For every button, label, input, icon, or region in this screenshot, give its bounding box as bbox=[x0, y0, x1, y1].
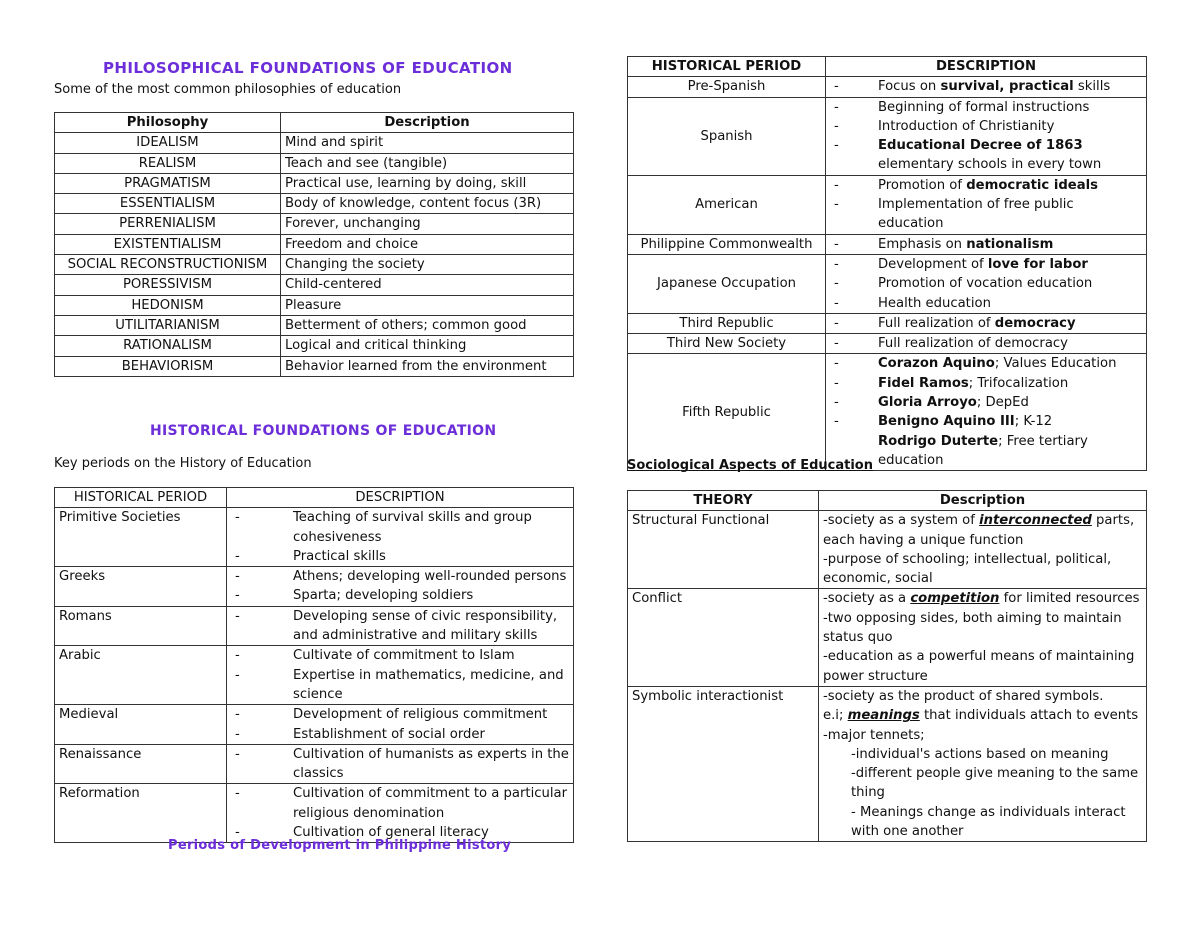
list-item bbox=[830, 136, 1142, 175]
historical-periods-table bbox=[54, 487, 574, 843]
item-text-tail: ; Values Education bbox=[994, 356, 1117, 372]
description-list bbox=[830, 77, 1142, 96]
table-row bbox=[628, 334, 1147, 354]
line-emphasis: competition bbox=[910, 591, 1000, 607]
ph-period-name: Third Republic bbox=[628, 313, 826, 333]
table-row bbox=[55, 567, 574, 607]
list-item bbox=[830, 274, 1142, 293]
theory-description bbox=[819, 589, 1147, 686]
line-text: -society as the product of shared symbols. bbox=[823, 688, 1104, 704]
line-text: -education as a powerful means of maintaining power structure bbox=[823, 649, 1135, 684]
description-line bbox=[823, 745, 1142, 764]
description-list bbox=[231, 567, 569, 606]
description-list bbox=[231, 508, 569, 566]
description-header: DESCRIPTION bbox=[227, 488, 574, 508]
description-line bbox=[823, 803, 1142, 842]
philosophy-name: RATIONALISM bbox=[55, 336, 281, 356]
philosophy-description: Freedom and choice bbox=[281, 234, 574, 254]
list-item bbox=[830, 195, 1142, 234]
description-list bbox=[830, 98, 1142, 175]
table-row bbox=[55, 744, 574, 784]
item-text: Full realization of bbox=[878, 315, 995, 331]
philosophy-name: UTILITARIANISM bbox=[55, 315, 281, 335]
ph-period-name: Spanish bbox=[628, 97, 826, 175]
item-emphasis: nationalism bbox=[966, 236, 1054, 252]
period-description bbox=[227, 784, 574, 843]
philosophy-name: EXISTENTIALISM bbox=[55, 234, 281, 254]
list-item bbox=[830, 176, 1142, 195]
item-text: Introduction of Christianity bbox=[878, 118, 1055, 134]
description-line bbox=[823, 550, 1142, 589]
ph-period-description bbox=[826, 97, 1147, 175]
table-row bbox=[55, 234, 574, 254]
table-row bbox=[55, 784, 574, 843]
ph-period-name: Third New Society bbox=[628, 334, 826, 354]
table-row bbox=[55, 275, 574, 295]
description-line bbox=[823, 764, 1142, 803]
table-row bbox=[55, 173, 574, 193]
list-item bbox=[830, 412, 1142, 431]
period-name: Greeks bbox=[55, 567, 227, 607]
table-row bbox=[55, 336, 574, 356]
item-emphasis: love for labor bbox=[987, 256, 1088, 272]
ph-period-description bbox=[826, 77, 1147, 97]
period-description bbox=[227, 606, 574, 646]
line-text: -different people give meaning to the same thing bbox=[851, 766, 1139, 801]
philosophy-name: REALISM bbox=[55, 153, 281, 173]
period-name: Arabic bbox=[55, 646, 227, 705]
sociological-aspects-title: Sociological Aspects of Education bbox=[627, 458, 873, 473]
description-line bbox=[823, 687, 1142, 706]
line-text: e.i; bbox=[823, 708, 848, 724]
description-header: Description bbox=[281, 113, 574, 133]
list-item: - Athens; developing well-rounded persons bbox=[231, 567, 569, 586]
item-emphasis: Benigno Aquino III bbox=[878, 414, 1015, 430]
list-item bbox=[830, 294, 1142, 313]
table-row bbox=[55, 315, 574, 335]
item-emphasis: Educational Decree of 1863 bbox=[878, 138, 1083, 154]
description-list bbox=[231, 607, 569, 646]
sociological-table bbox=[627, 490, 1147, 842]
period-description bbox=[227, 567, 574, 607]
philosophy-name: PORESSIVISM bbox=[55, 275, 281, 295]
period-description bbox=[227, 705, 574, 745]
philosophy-name: BEHAVIORISM bbox=[55, 356, 281, 376]
item-emphasis: Fidel Ramos bbox=[878, 375, 969, 391]
item-text-tail: elementary schools in every town bbox=[878, 157, 1102, 173]
item-text: Promotion of bbox=[878, 177, 967, 193]
philosophy-name: SOCIAL RECONSTRUCTIONISM bbox=[55, 255, 281, 275]
description-list bbox=[231, 705, 569, 744]
item-text: Beginning of formal instructions bbox=[878, 99, 1090, 115]
period-description bbox=[227, 508, 574, 567]
table-row bbox=[628, 175, 1147, 234]
philosophy-name: HEDONISM bbox=[55, 295, 281, 315]
philosophy-name: PRAGMATISM bbox=[55, 173, 281, 193]
philosophy-description: Behavior learned from the environment bbox=[281, 356, 574, 376]
item-text: Development of bbox=[878, 256, 988, 272]
description-list bbox=[231, 745, 569, 784]
period-name: Medieval bbox=[55, 705, 227, 745]
item-text: Emphasis on bbox=[878, 236, 967, 252]
philosophy-description: Forever, unchanging bbox=[281, 214, 574, 234]
sociological-body bbox=[628, 511, 1147, 842]
list-item: - Expertise in mathematics, medicine, and science bbox=[231, 666, 569, 705]
ph-period-name: American bbox=[628, 175, 826, 234]
philosophy-description: Betterment of others; common good bbox=[281, 315, 574, 335]
line-emphasis: interconnected bbox=[979, 513, 1092, 529]
list-item: - Cultivation of humanists as experts in the classics bbox=[231, 745, 569, 784]
historical-foundations-title: HISTORICAL FOUNDATIONS OF EDUCATION bbox=[150, 423, 497, 439]
table-row bbox=[55, 214, 574, 234]
table-row bbox=[628, 97, 1147, 175]
ph-period-name: Philippine Commonwealth bbox=[628, 234, 826, 254]
philippine-periods-body bbox=[628, 77, 1147, 471]
table-row bbox=[628, 313, 1147, 333]
description-list bbox=[830, 235, 1142, 254]
table-row bbox=[628, 354, 1147, 471]
list-item bbox=[830, 77, 1142, 96]
theory-name: Structural Functional bbox=[628, 511, 819, 589]
list-item: - Sparta; developing soldiers bbox=[231, 586, 569, 605]
philosophy-description: Pleasure bbox=[281, 295, 574, 315]
line-emphasis: meanings bbox=[847, 708, 920, 724]
description-list bbox=[830, 176, 1142, 234]
description-line bbox=[823, 647, 1142, 686]
description-line bbox=[823, 706, 1142, 725]
list-item: - Teaching of survival skills and group cohesiveness bbox=[231, 508, 569, 547]
philosophy-description: Changing the society bbox=[281, 255, 574, 275]
list-item bbox=[830, 432, 1142, 471]
line-text: -purpose of schooling; intellectual, political, economic, social bbox=[823, 551, 1112, 587]
item-text-tail: ; K-12 bbox=[1014, 414, 1053, 430]
list-item: - Cultivation of general literacy bbox=[231, 823, 569, 842]
description-line bbox=[823, 726, 1142, 745]
list-item bbox=[830, 117, 1142, 136]
line-text-tail: for limited resources bbox=[999, 591, 1140, 607]
list-item: - Cultivation of commitment to a particular religious denomination bbox=[231, 784, 569, 823]
line-text-tail: that individuals attach to events bbox=[919, 708, 1139, 724]
socio-description-header: Description bbox=[819, 491, 1147, 511]
list-item: - Developing sense of civic responsibility, and administrative and military skills bbox=[231, 607, 569, 646]
item-text-tail: ; DepEd bbox=[976, 395, 1029, 411]
table-row bbox=[55, 133, 574, 153]
list-item bbox=[830, 255, 1142, 274]
description-line bbox=[823, 609, 1142, 648]
item-emphasis: Gloria Arroyo bbox=[878, 395, 977, 411]
description-list bbox=[231, 646, 569, 704]
item-text-tail: ; Free tertiary education bbox=[878, 433, 1088, 468]
ph-period-description bbox=[826, 354, 1147, 471]
list-item: - Establishment of social order bbox=[231, 725, 569, 744]
period-description bbox=[227, 744, 574, 784]
item-emphasis: survival, practical bbox=[940, 79, 1074, 95]
ph-period-description bbox=[826, 175, 1147, 234]
line-text: -two opposing sides, both aiming to maintain status quo bbox=[823, 610, 1122, 646]
period-name: Romans bbox=[55, 606, 227, 646]
list-item bbox=[830, 98, 1142, 117]
history-intro: Key periods on the History of Education bbox=[54, 456, 312, 471]
table-row bbox=[55, 705, 574, 745]
ph-period-description bbox=[826, 254, 1147, 313]
line-text: -major tennets; bbox=[823, 727, 925, 743]
ph-description-header: DESCRIPTION bbox=[826, 57, 1147, 77]
philosophy-table bbox=[54, 112, 574, 377]
philosophy-header: Philosophy bbox=[55, 113, 281, 133]
item-text-tail: ; Trifocalization bbox=[968, 375, 1069, 391]
philosophy-description: Child-centered bbox=[281, 275, 574, 295]
item-emphasis: Corazon Aquino bbox=[878, 356, 995, 372]
table-row bbox=[55, 153, 574, 173]
table-row bbox=[55, 356, 574, 376]
description-line bbox=[823, 511, 1142, 550]
list-item: - Development of religious commitment bbox=[231, 705, 569, 724]
theory-description bbox=[819, 686, 1147, 841]
theory-name: Symbolic interactionist bbox=[628, 686, 819, 841]
description-list bbox=[830, 334, 1142, 353]
periods-caption: Periods of Development in Philippine History bbox=[168, 838, 512, 853]
ph-period-name: Fifth Republic bbox=[628, 354, 826, 471]
description-list bbox=[830, 314, 1142, 333]
philosophy-description: Teach and see (tangible) bbox=[281, 153, 574, 173]
historical-period-header: HISTORICAL PERIOD bbox=[55, 488, 227, 508]
table-row bbox=[55, 255, 574, 275]
period-name: Reformation bbox=[55, 784, 227, 843]
item-emphasis: democracy bbox=[994, 315, 1076, 331]
theory-description bbox=[819, 511, 1147, 589]
theory-name: Conflict bbox=[628, 589, 819, 686]
philosophy-description: Practical use, learning by doing, skill bbox=[281, 173, 574, 193]
ph-period-description bbox=[826, 334, 1147, 354]
item-text: Health education bbox=[878, 295, 991, 311]
list-item bbox=[830, 235, 1142, 254]
philosophy-name: PERRENIALISM bbox=[55, 214, 281, 234]
item-text: Implementation of free public education bbox=[878, 197, 1074, 232]
list-item bbox=[830, 354, 1142, 373]
philosophy-name: IDEALISM bbox=[55, 133, 281, 153]
list-item: - Cultivate of commitment to Islam bbox=[231, 646, 569, 665]
item-emphasis: democratic ideals bbox=[966, 177, 1099, 193]
item-text: Focus on bbox=[878, 79, 941, 95]
line-text: -society as a system of bbox=[823, 513, 980, 529]
ph-period-name: Japanese Occupation bbox=[628, 254, 826, 313]
philosophy-table-body bbox=[55, 133, 574, 377]
line-text-tail: parts, each having a unique function bbox=[823, 513, 1135, 548]
ph-period-header: HISTORICAL PERIOD bbox=[628, 57, 826, 77]
philosophy-name: ESSENTIALISM bbox=[55, 194, 281, 214]
philippine-periods-table bbox=[627, 56, 1147, 471]
philosophical-foundations-title: PHILOSOPHICAL FOUNDATIONS OF EDUCATION bbox=[103, 59, 513, 77]
table-row bbox=[55, 646, 574, 705]
period-name: Primitive Societies bbox=[55, 508, 227, 567]
description-list bbox=[231, 784, 569, 842]
list-item: - Practical skills bbox=[231, 547, 569, 566]
ph-period-description bbox=[826, 234, 1147, 254]
list-item bbox=[830, 334, 1142, 353]
list-item bbox=[830, 374, 1142, 393]
list-item bbox=[830, 393, 1142, 412]
table-row bbox=[628, 686, 1147, 841]
item-text: Full realization of democracy bbox=[878, 336, 1068, 352]
description-list bbox=[830, 354, 1142, 470]
table-row bbox=[628, 511, 1147, 589]
philosophy-description: Body of knowledge, content focus (3R) bbox=[281, 194, 574, 214]
historical-periods-body bbox=[55, 508, 574, 843]
line-text: -society as a bbox=[823, 591, 911, 607]
item-text: Promotion of vocation education bbox=[878, 276, 1093, 292]
philosophy-description: Logical and critical thinking bbox=[281, 336, 574, 356]
table-row bbox=[628, 77, 1147, 97]
item-emphasis: Rodrigo Duterte bbox=[878, 433, 999, 449]
period-description bbox=[227, 646, 574, 705]
ph-period-description bbox=[826, 313, 1147, 333]
description-line bbox=[823, 589, 1142, 608]
table-row bbox=[55, 508, 574, 567]
item-text-tail: skills bbox=[1073, 79, 1111, 95]
table-row bbox=[628, 234, 1147, 254]
table-row bbox=[55, 194, 574, 214]
theory-header: THEORY bbox=[628, 491, 819, 511]
ph-period-name: Pre-Spanish bbox=[628, 77, 826, 97]
philosophy-intro: Some of the most common philosophies of education bbox=[54, 82, 402, 97]
table-row bbox=[628, 589, 1147, 686]
description-list bbox=[830, 255, 1142, 313]
table-row bbox=[628, 254, 1147, 313]
line-text: -individual's actions based on meaning bbox=[851, 746, 1109, 762]
line-text: - Meanings change as individuals interact with one another bbox=[851, 804, 1126, 840]
table-row bbox=[55, 295, 574, 315]
period-name: Renaissance bbox=[55, 744, 227, 784]
philosophy-description: Mind and spirit bbox=[281, 133, 574, 153]
table-row bbox=[55, 606, 574, 646]
list-item bbox=[830, 314, 1142, 333]
